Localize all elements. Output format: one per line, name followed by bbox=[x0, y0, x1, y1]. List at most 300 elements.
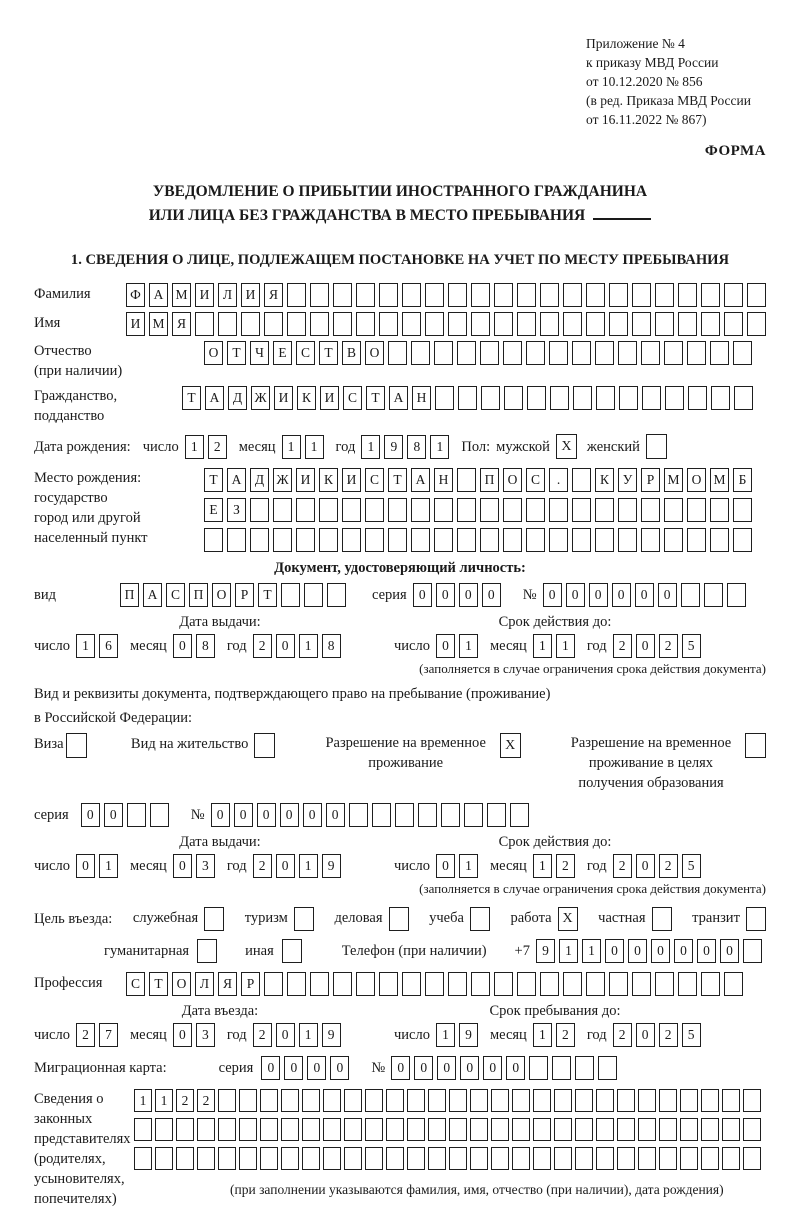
residence-options-row bbox=[34, 733, 766, 793]
residence-doc-heading2: в Российской Федерации: bbox=[34, 710, 193, 726]
char-cell: И bbox=[241, 283, 260, 307]
char-cell bbox=[428, 1118, 446, 1141]
char-cell bbox=[319, 528, 338, 552]
form-title-line2-text: ИЛИ ЛИЦА БЕЗ ГРАЖДАНСТВА В МЕСТО ПРЕБЫВАНИЯ bbox=[148, 207, 586, 224]
char-cell bbox=[150, 803, 169, 827]
char-cell bbox=[747, 283, 766, 307]
char-cell bbox=[425, 312, 444, 336]
business-checkbox bbox=[389, 907, 409, 931]
char-cell bbox=[155, 1118, 173, 1141]
transit-checkbox bbox=[746, 907, 766, 931]
char-cell: Т bbox=[258, 583, 277, 607]
res-valid-year-cells bbox=[613, 854, 705, 878]
year-label: год bbox=[226, 1027, 247, 1043]
char-cell bbox=[218, 1147, 236, 1170]
char-cell bbox=[388, 498, 407, 522]
char-cell bbox=[701, 972, 720, 996]
char-cell bbox=[457, 468, 476, 492]
char-cell: 2 bbox=[556, 1023, 575, 1047]
char-cell: С bbox=[126, 972, 145, 996]
char-cell: 0 bbox=[697, 939, 716, 963]
birthplace-cells-row3 bbox=[204, 528, 756, 552]
entry-dates bbox=[34, 1003, 766, 1047]
transit-label: транзит bbox=[692, 910, 740, 926]
char-cell bbox=[701, 312, 720, 336]
char-cell: М bbox=[149, 312, 168, 336]
char-cell: 1 bbox=[533, 634, 552, 658]
char-cell bbox=[595, 528, 614, 552]
char-cell bbox=[344, 1089, 362, 1112]
char-cell bbox=[552, 1056, 571, 1080]
char-cell: 2 bbox=[176, 1089, 194, 1112]
representatives-cells-block bbox=[134, 1089, 764, 1198]
char-cell bbox=[526, 528, 545, 552]
identity-doc-heading: Документ, удостоверяющий личность: bbox=[274, 560, 526, 576]
issue-year-cells bbox=[253, 634, 345, 658]
entry-date-heading: Дата въезда: bbox=[181, 1003, 259, 1019]
surname-cells bbox=[126, 283, 770, 307]
char-cell bbox=[388, 341, 407, 365]
char-cell: 0 bbox=[658, 583, 677, 607]
char-cell: С bbox=[343, 386, 362, 410]
validity-note: (заполняется в случае ограничения срока действия документа) bbox=[419, 881, 766, 896]
char-cell: О bbox=[503, 468, 522, 492]
char-cell bbox=[529, 1056, 548, 1080]
name-cells bbox=[126, 312, 770, 336]
char-cell: 0 bbox=[459, 583, 478, 607]
citizenship-row bbox=[34, 386, 766, 426]
char-cell: И bbox=[296, 468, 315, 492]
char-cell: Е bbox=[204, 498, 223, 522]
char-cell bbox=[441, 803, 460, 827]
char-cell bbox=[287, 972, 306, 996]
char-cell bbox=[681, 583, 700, 607]
char-cell bbox=[727, 583, 746, 607]
citizenship-label-line2: подданство bbox=[34, 408, 105, 424]
char-cell bbox=[596, 386, 615, 410]
char-cell bbox=[407, 1089, 425, 1112]
char-cell bbox=[573, 386, 592, 410]
char-cell bbox=[386, 1147, 404, 1170]
char-cell bbox=[563, 312, 582, 336]
temp-residence-education-label: Разрешение на временное проживание в целях получения образования bbox=[570, 735, 732, 791]
char-cell bbox=[379, 972, 398, 996]
char-cell bbox=[323, 1147, 341, 1170]
char-cell: 1 bbox=[556, 634, 575, 658]
char-cell: 0 bbox=[460, 1056, 479, 1080]
char-cell bbox=[596, 1147, 614, 1170]
month-label: месяц bbox=[489, 1027, 527, 1043]
char-cell bbox=[448, 972, 467, 996]
char-cell: 6 bbox=[99, 634, 118, 658]
char-cell: 2 bbox=[197, 1089, 215, 1112]
char-cell: 1 bbox=[305, 435, 324, 459]
stay-day-cells bbox=[436, 1023, 482, 1047]
migration-number-cells bbox=[391, 1056, 621, 1080]
char-cell: Н bbox=[412, 386, 431, 410]
char-cell bbox=[449, 1147, 467, 1170]
char-cell bbox=[711, 386, 730, 410]
other-checkbox bbox=[282, 939, 302, 963]
char-cell bbox=[195, 312, 214, 336]
char-cell: 0 bbox=[280, 803, 299, 827]
char-cell: 0 bbox=[307, 1056, 326, 1080]
purpose-tourism bbox=[245, 907, 314, 931]
char-cell: 5 bbox=[682, 634, 701, 658]
char-cell bbox=[494, 972, 513, 996]
char-cell bbox=[503, 528, 522, 552]
char-cell bbox=[554, 1118, 572, 1141]
char-cell bbox=[435, 386, 454, 410]
char-cell bbox=[596, 1118, 614, 1141]
char-cell bbox=[310, 972, 329, 996]
char-cell bbox=[687, 528, 706, 552]
char-cell: Я bbox=[218, 972, 237, 996]
char-cell: 1 bbox=[436, 1023, 455, 1047]
residence-permit-label: Вид на жительство bbox=[130, 736, 249, 752]
char-cell bbox=[743, 1147, 761, 1170]
char-cell bbox=[457, 528, 476, 552]
male-checkbox: X bbox=[556, 434, 577, 459]
char-cell bbox=[379, 283, 398, 307]
representatives-row bbox=[34, 1089, 766, 1209]
char-cell: 0 bbox=[330, 1056, 349, 1080]
birth-month-cells bbox=[282, 435, 328, 459]
representatives-note: (при заполнении указываются фамилия, имя, отчество (при наличии), дата рождения) bbox=[230, 1182, 724, 1197]
char-cell bbox=[342, 498, 361, 522]
char-cell: 9 bbox=[322, 1023, 341, 1047]
temp-residence-label: Разрешение на временное проживание bbox=[325, 735, 486, 771]
char-cell: 1 bbox=[582, 939, 601, 963]
char-cell bbox=[549, 528, 568, 552]
char-cell bbox=[418, 803, 437, 827]
char-cell bbox=[239, 1089, 257, 1112]
char-cell: И bbox=[320, 386, 339, 410]
char-cell bbox=[386, 1089, 404, 1112]
surname-label: Фамилия bbox=[34, 286, 91, 302]
char-cell bbox=[449, 1089, 467, 1112]
char-cell bbox=[665, 386, 684, 410]
ref-line: к приказу МВД России bbox=[586, 55, 719, 70]
char-cell bbox=[281, 1089, 299, 1112]
purpose-work bbox=[510, 907, 577, 931]
char-cell bbox=[701, 1089, 719, 1112]
representatives-label-line: Сведения о bbox=[34, 1091, 104, 1107]
char-cell: О bbox=[172, 972, 191, 996]
entry-date-col bbox=[34, 1003, 376, 1047]
char-cell: 2 bbox=[613, 854, 632, 878]
valid-year-cells bbox=[613, 634, 705, 658]
business-label: деловая bbox=[334, 910, 383, 926]
char-cell: 0 bbox=[628, 939, 647, 963]
char-cell bbox=[365, 498, 384, 522]
char-cell bbox=[503, 498, 522, 522]
surname-row bbox=[34, 283, 766, 307]
char-cell bbox=[575, 1056, 594, 1080]
temp-residence-option bbox=[320, 733, 521, 773]
month-label: месяц bbox=[129, 638, 167, 654]
char-cell: 1 bbox=[299, 1023, 318, 1047]
char-cell: 0 bbox=[276, 1023, 295, 1047]
char-cell bbox=[710, 528, 729, 552]
char-cell bbox=[512, 1147, 530, 1170]
char-cell: А bbox=[205, 386, 224, 410]
char-cell bbox=[586, 972, 605, 996]
char-cell bbox=[680, 1089, 698, 1112]
char-cell: 1 bbox=[99, 854, 118, 878]
char-cell bbox=[260, 1118, 278, 1141]
char-cell: 0 bbox=[81, 803, 100, 827]
purpose-private bbox=[598, 907, 671, 931]
char-cell: 2 bbox=[659, 634, 678, 658]
char-cell bbox=[540, 972, 559, 996]
char-cell bbox=[458, 386, 477, 410]
char-cell bbox=[344, 1118, 362, 1141]
char-cell: Л bbox=[218, 283, 237, 307]
char-cell bbox=[356, 312, 375, 336]
representatives-label-line: (родителях, bbox=[34, 1151, 106, 1167]
representatives-label bbox=[34, 1089, 134, 1209]
char-cell bbox=[471, 312, 490, 336]
patronymic-label-line2: (при наличии) bbox=[34, 363, 123, 379]
char-cell: Т bbox=[319, 341, 338, 365]
year-label: год bbox=[226, 638, 247, 654]
char-cell bbox=[304, 583, 323, 607]
char-cell bbox=[512, 1118, 530, 1141]
char-cell: 8 bbox=[407, 435, 426, 459]
char-cell: 2 bbox=[613, 634, 632, 658]
char-cell: 0 bbox=[605, 939, 624, 963]
char-cell: С bbox=[526, 468, 545, 492]
char-cell bbox=[747, 312, 766, 336]
char-cell: 1 bbox=[76, 634, 95, 658]
issue-date-row bbox=[34, 854, 376, 878]
birth-year-cells bbox=[361, 435, 453, 459]
humanitarian-label: гуманитарная bbox=[104, 943, 190, 959]
char-cell bbox=[281, 583, 300, 607]
purpose-study bbox=[429, 907, 490, 931]
char-cell bbox=[176, 1147, 194, 1170]
char-cell: 1 bbox=[299, 634, 318, 658]
form-title-line1: УВЕДОМЛЕНИЕ О ПРИБЫТИИ ИНОСТРАННОГО ГРАЖДАНИНА bbox=[152, 183, 648, 200]
sex-label: Пол: bbox=[461, 438, 491, 455]
patronymic-row bbox=[34, 341, 766, 381]
stay-until-heading: Срок пребывания до: bbox=[489, 1003, 621, 1019]
char-cell: 0 bbox=[76, 854, 95, 878]
char-cell bbox=[260, 1147, 278, 1170]
char-cell bbox=[494, 312, 513, 336]
char-cell bbox=[480, 498, 499, 522]
valid-day-cells bbox=[436, 634, 482, 658]
char-cell: 0 bbox=[276, 634, 295, 658]
char-cell bbox=[250, 528, 269, 552]
char-cell: 0 bbox=[284, 1056, 303, 1080]
number-label: № bbox=[522, 587, 537, 603]
char-cell bbox=[549, 498, 568, 522]
char-cell bbox=[323, 1089, 341, 1112]
char-cell: 0 bbox=[413, 583, 432, 607]
char-cell bbox=[575, 1147, 593, 1170]
char-cell bbox=[724, 972, 743, 996]
res-issue-day-cells bbox=[76, 854, 122, 878]
char-cell bbox=[701, 1147, 719, 1170]
char-cell: 1 bbox=[282, 435, 301, 459]
day-label: число bbox=[394, 1027, 430, 1043]
day-label: число bbox=[34, 1027, 70, 1043]
char-cell: 0 bbox=[636, 634, 655, 658]
issue-day-cells bbox=[76, 634, 122, 658]
char-cell bbox=[641, 498, 660, 522]
tourism-checkbox bbox=[294, 907, 314, 931]
char-cell bbox=[302, 1118, 320, 1141]
char-cell: 5 bbox=[682, 1023, 701, 1047]
char-cell: Ф bbox=[126, 283, 145, 307]
char-cell bbox=[572, 498, 591, 522]
char-cell: 3 bbox=[196, 854, 215, 878]
char-cell: 2 bbox=[613, 1023, 632, 1047]
phone-cells bbox=[536, 939, 766, 963]
identity-dates bbox=[34, 614, 766, 658]
valid-until-row bbox=[394, 854, 766, 878]
char-cell: У bbox=[618, 468, 637, 492]
birthdate-label: Дата рождения: bbox=[34, 438, 131, 455]
char-cell: 0 bbox=[566, 583, 585, 607]
char-cell bbox=[428, 1147, 446, 1170]
char-cell bbox=[480, 528, 499, 552]
char-cell: 0 bbox=[506, 1056, 525, 1080]
humanitarian-checkbox bbox=[197, 939, 217, 963]
char-cell bbox=[411, 498, 430, 522]
form-title bbox=[34, 180, 766, 228]
char-cell bbox=[575, 1089, 593, 1112]
char-cell: С bbox=[296, 341, 315, 365]
temp-residence-education-option bbox=[565, 733, 766, 793]
birthplace-row bbox=[34, 468, 766, 552]
entry-year-cells bbox=[253, 1023, 345, 1047]
char-cell bbox=[470, 1089, 488, 1112]
issue-date-row bbox=[34, 634, 376, 658]
char-cell: 1 bbox=[299, 854, 318, 878]
char-cell bbox=[273, 498, 292, 522]
residence-permit-option bbox=[131, 733, 275, 758]
char-cell: А bbox=[389, 386, 408, 410]
char-cell bbox=[470, 1118, 488, 1141]
char-cell bbox=[722, 1089, 740, 1112]
char-cell bbox=[638, 1089, 656, 1112]
char-cell bbox=[710, 498, 729, 522]
char-cell bbox=[687, 341, 706, 365]
char-cell: 0 bbox=[436, 583, 455, 607]
char-cell: И bbox=[126, 312, 145, 336]
purpose-business bbox=[334, 907, 408, 931]
day-label: число bbox=[394, 858, 430, 874]
char-cell bbox=[434, 528, 453, 552]
char-cell: Т bbox=[149, 972, 168, 996]
doc-series-cells bbox=[413, 583, 505, 607]
char-cell bbox=[134, 1118, 152, 1141]
month-label: месяц bbox=[129, 1027, 167, 1043]
birthplace-label bbox=[34, 468, 204, 548]
section1-heading: 1. СВЕДЕНИЯ О ЛИЦЕ, ПОДЛЕЖАЩЕМ ПОСТАНОВКЕ НА УЧЕТ ПО МЕСТУ ПРЕБЫВАНИЯ bbox=[70, 252, 730, 268]
char-cell bbox=[743, 1118, 761, 1141]
char-cell: Р bbox=[235, 583, 254, 607]
identity-issue-col bbox=[34, 614, 376, 658]
char-cell bbox=[239, 1118, 257, 1141]
char-cell bbox=[617, 1089, 635, 1112]
official-label: служебная bbox=[132, 910, 199, 926]
profession-row bbox=[34, 972, 766, 996]
char-cell bbox=[372, 803, 391, 827]
purpose-transit bbox=[692, 907, 766, 931]
char-cell bbox=[664, 528, 683, 552]
char-cell bbox=[733, 528, 752, 552]
char-cell bbox=[218, 312, 237, 336]
month-label: месяц bbox=[489, 638, 527, 654]
char-cell bbox=[595, 341, 614, 365]
char-cell: 0 bbox=[589, 583, 608, 607]
char-cell bbox=[701, 283, 720, 307]
char-cell: М bbox=[710, 468, 729, 492]
birthplace-cells-row2 bbox=[204, 498, 756, 522]
char-cell bbox=[155, 1147, 173, 1170]
char-cell: З bbox=[227, 498, 246, 522]
char-cell bbox=[349, 803, 368, 827]
char-cell bbox=[395, 803, 414, 827]
char-cell: Д bbox=[228, 386, 247, 410]
char-cell: Т bbox=[227, 341, 246, 365]
char-cell bbox=[302, 1089, 320, 1112]
char-cell bbox=[494, 283, 513, 307]
char-cell bbox=[659, 1147, 677, 1170]
citizenship-label-line1: Гражданство, bbox=[34, 388, 118, 404]
char-cell bbox=[609, 972, 628, 996]
char-cell bbox=[411, 341, 430, 365]
char-cell: П bbox=[120, 583, 139, 607]
char-cell bbox=[632, 972, 651, 996]
char-cell: 0 bbox=[437, 1056, 456, 1080]
number-label: № bbox=[190, 807, 205, 823]
char-cell bbox=[503, 341, 522, 365]
char-cell: А bbox=[143, 583, 162, 607]
char-cell bbox=[434, 341, 453, 365]
char-cell bbox=[554, 1147, 572, 1170]
char-cell bbox=[342, 528, 361, 552]
char-cell bbox=[491, 1089, 509, 1112]
char-cell: А bbox=[149, 283, 168, 307]
char-cell bbox=[356, 283, 375, 307]
birthplace-label-line: населенный пункт bbox=[34, 530, 148, 546]
char-cell bbox=[127, 803, 146, 827]
char-cell bbox=[617, 1118, 635, 1141]
char-cell bbox=[526, 341, 545, 365]
representatives-label-line: попечителях) bbox=[34, 1191, 117, 1207]
char-cell bbox=[402, 972, 421, 996]
char-cell bbox=[491, 1118, 509, 1141]
char-cell: И bbox=[342, 468, 361, 492]
char-cell: 0 bbox=[636, 1023, 655, 1047]
residence-number-cells bbox=[211, 803, 533, 827]
char-cell: 0 bbox=[612, 583, 631, 607]
forma-label: ФОРМА bbox=[704, 143, 766, 159]
char-cell bbox=[596, 1089, 614, 1112]
char-cell bbox=[333, 312, 352, 336]
char-cell: Ж bbox=[273, 468, 292, 492]
char-cell: 0 bbox=[483, 1056, 502, 1080]
char-cell: 0 bbox=[261, 1056, 280, 1080]
char-cell: Б bbox=[733, 468, 752, 492]
char-cell bbox=[533, 1147, 551, 1170]
name-row bbox=[34, 312, 766, 336]
